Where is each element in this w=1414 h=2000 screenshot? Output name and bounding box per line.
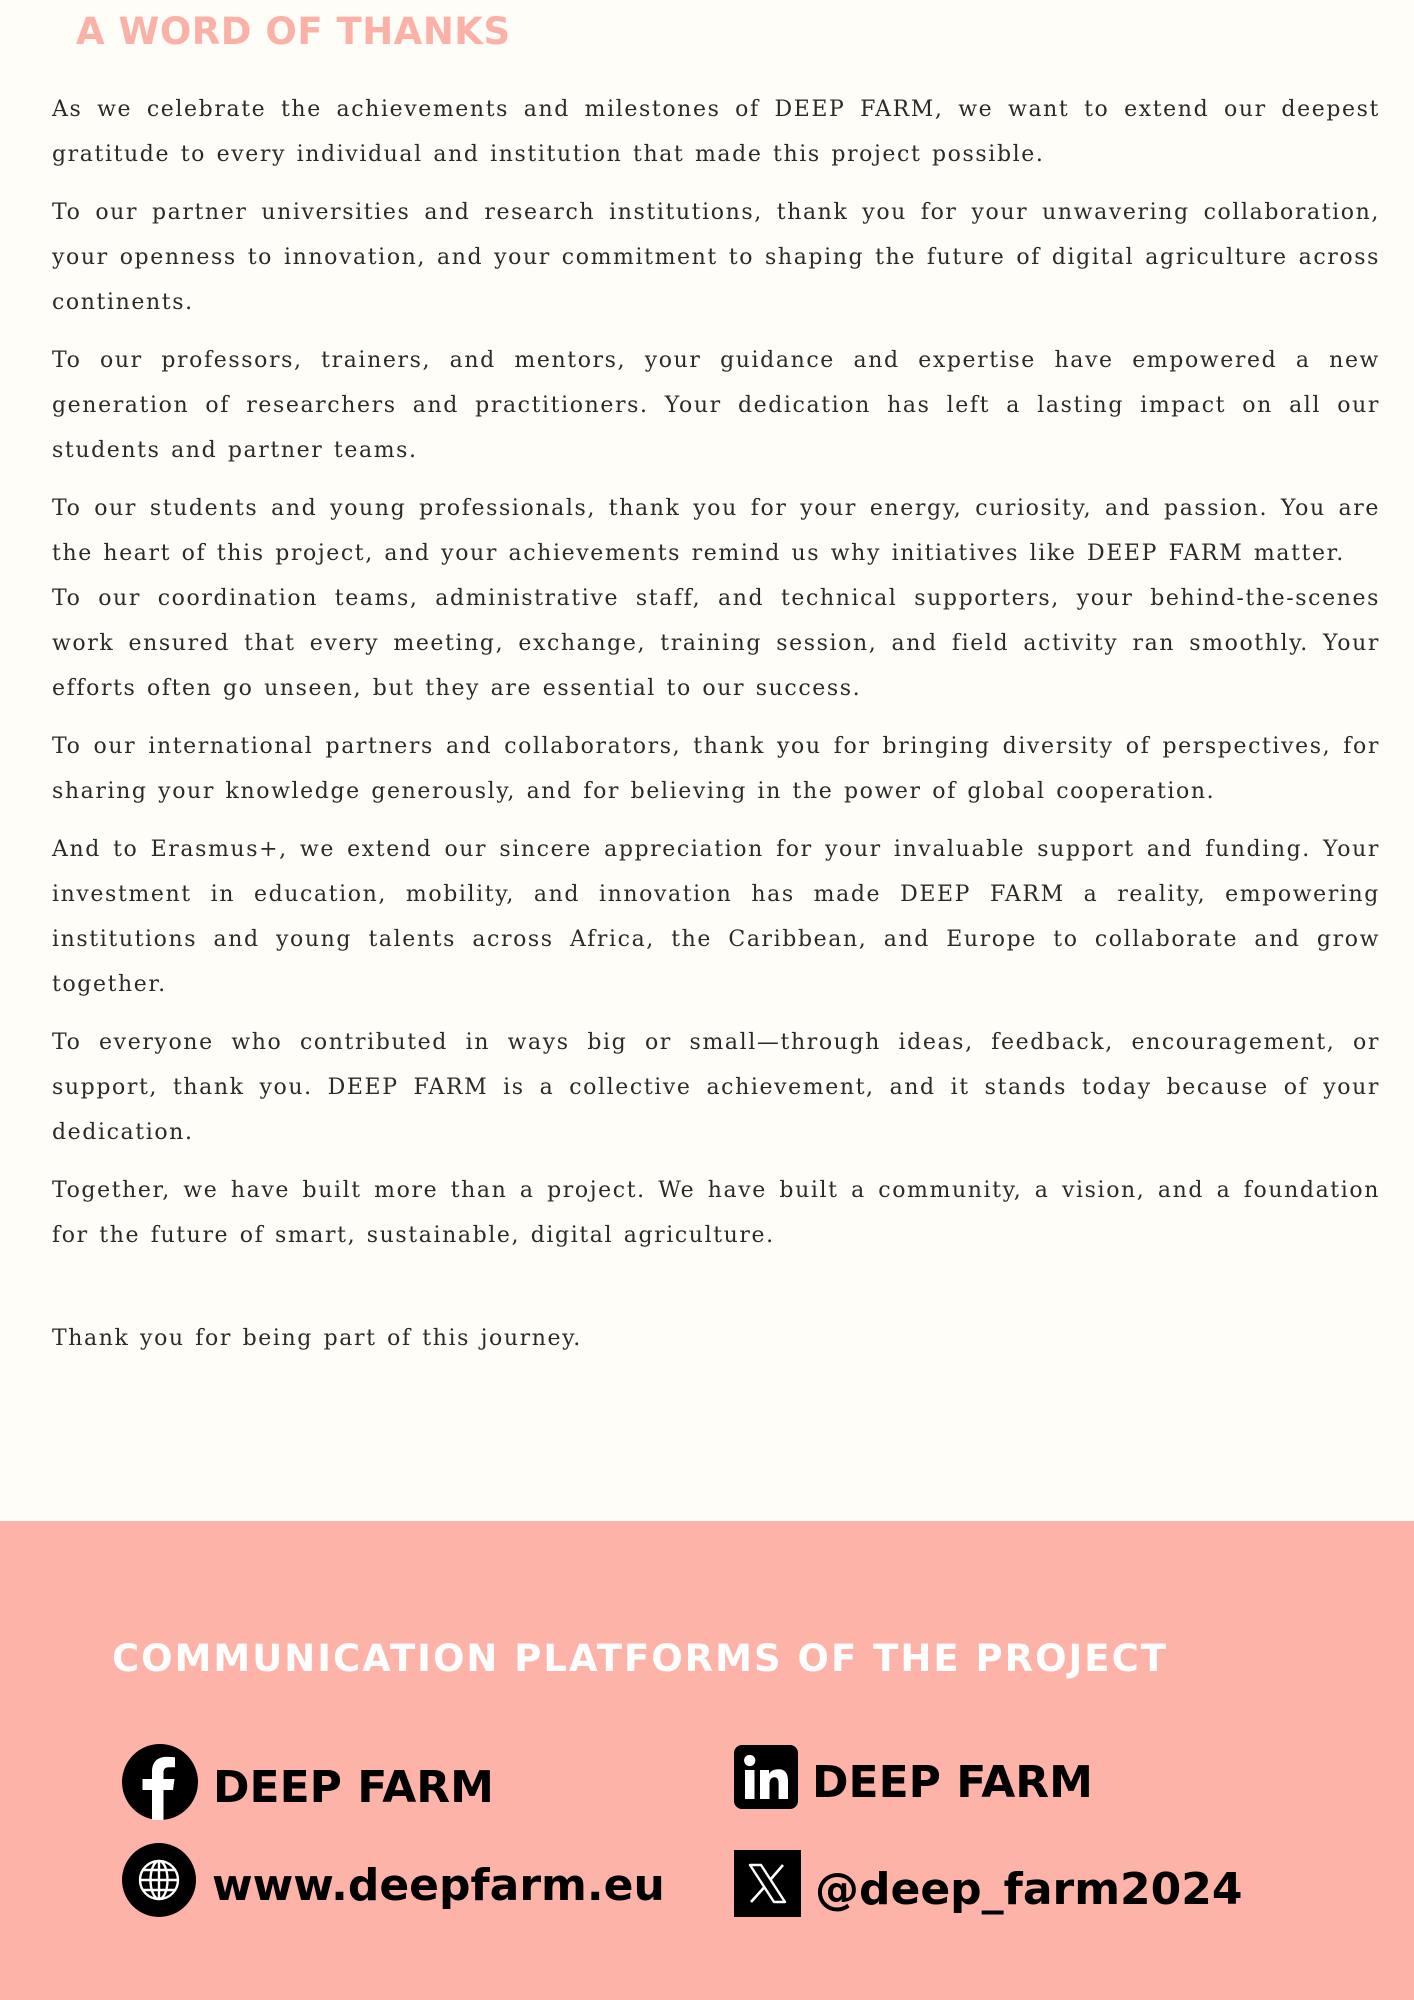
- paragraph-intro: As we celebrate the achievements and milestones of DEEP FARM, we want to extend our deepest gratitude to every individual and institution that made this project possible.: [52, 97, 1380, 167]
- facebook-icon: [122, 1744, 198, 1831]
- x-label: @deep_farm2024: [815, 1863, 1243, 1915]
- paragraph-everyone: To everyone who contributed in ways big or small—through ideas, feedback, encouragement, or support, thank you. DEEP FARM is a collective achievement, and it stands today because of your dedication.: [52, 1030, 1380, 1145]
- paragraph-together: Together, we have built more than a project. We have built a community, a vision, and a foundation for the future of smart, sustainable, digital agriculture.: [52, 1178, 1380, 1248]
- paragraph-coordination: To our coordination teams, administrative staff, and technical supporters, your behind-the-scenes work ensured that every meeting, exchange, training session, and field activity ran smoothly. Your efforts often go unseen, but they are essential to our success.: [52, 586, 1380, 701]
- x-link[interactable]: [734, 1850, 1243, 1928]
- facebook-link[interactable]: [122, 1744, 494, 1831]
- communication-footer: [0, 1521, 1414, 2000]
- linkedin-icon: [734, 1745, 798, 1820]
- paragraph-professors: To our professors, trainers, and mentors, your guidance and expertise have empowered a new generation of researchers and practitioners. Your dedication has left a lasting impact on all our students and partner teams.: [52, 348, 1380, 463]
- linkedin-label: DEEP FARM: [812, 1757, 1093, 1808]
- facebook-label: DEEP FARM: [213, 1762, 494, 1813]
- paragraph-students: To our students and young professionals, thank you for your energy, curiosity, and passion. You are the heart of this project, and your achievements remind us why initiatives like DEEP FARM matter.: [52, 496, 1380, 566]
- x-icon: [734, 1850, 801, 1928]
- globe-icon: [122, 1843, 196, 1928]
- paragraph-closing: Thank you for being part of this journey.: [52, 1326, 582, 1351]
- page-title: A WORD OF THANKS: [76, 10, 511, 53]
- website-link[interactable]: [122, 1843, 665, 1928]
- footer-title: COMMUNICATION PLATFORMS OF THE PROJECT: [112, 1637, 1168, 1680]
- thanks-letter: [52, 87, 1380, 1374]
- website-label: www.deepfarm.eu: [212, 1860, 665, 1911]
- paragraph-international: To our international partners and collaborators, thank you for bringing diversity of perspectives, for sharing your knowledge generously, and for believing in the power of global cooperation.: [52, 734, 1380, 804]
- paragraph-universities: To our partner universities and research institutions, thank you for your unwavering collaboration, your openness to innovation, and your commitment to shaping the future of digital agriculture across continents.: [52, 200, 1380, 315]
- linkedin-link[interactable]: [734, 1745, 1093, 1820]
- paragraph-erasmus: And to Erasmus+, we extend our sincere appreciation for your invaluable support and funding. Your investment in education, mobility, and innovation has made DEEP FARM a reality, empowering institutions and young talents across Africa, the Caribbean, and Europe to collaborate and grow together.: [52, 837, 1380, 997]
